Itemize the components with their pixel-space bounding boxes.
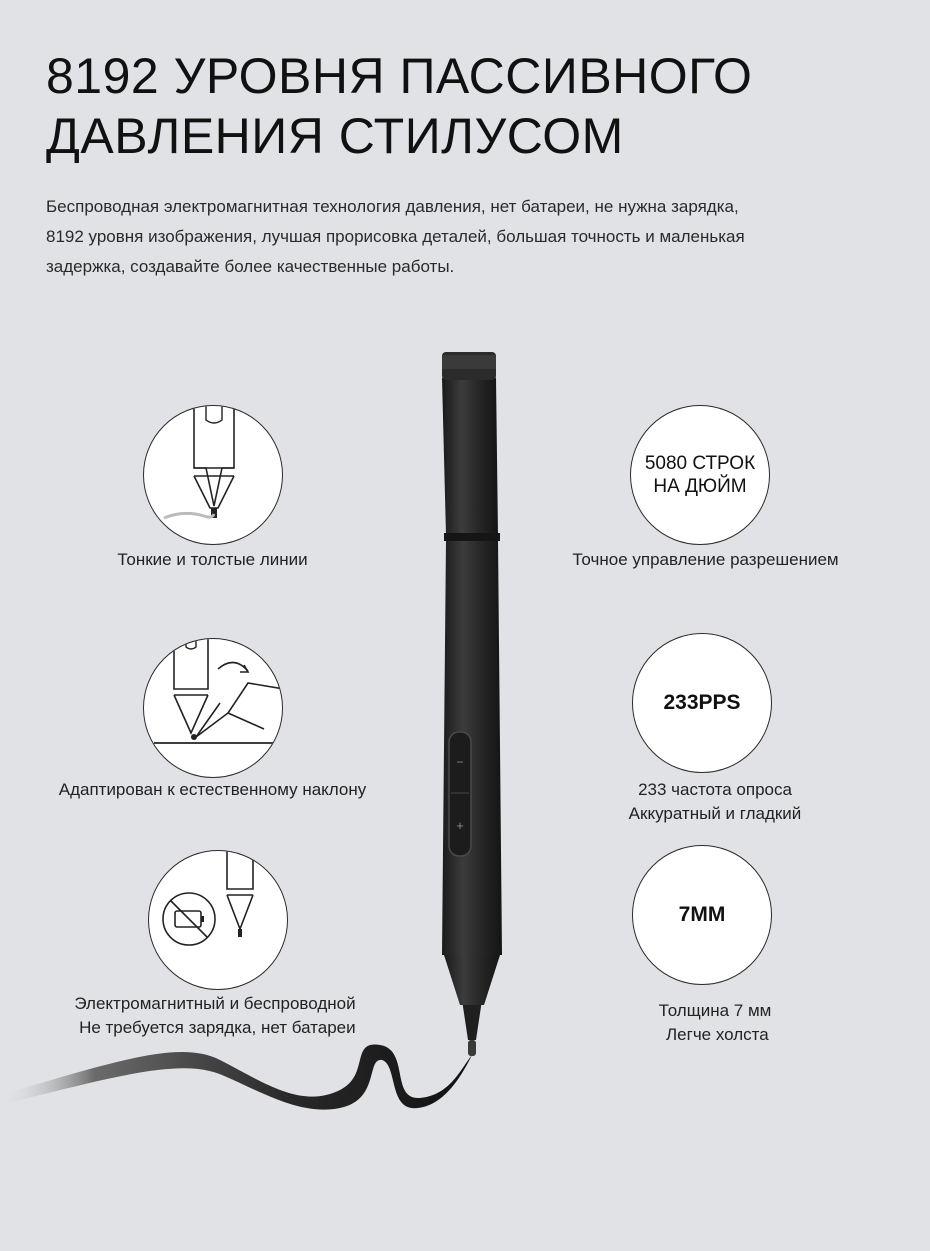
pen-button-plus-label: + [456, 818, 464, 833]
badge-line: 233PPS [663, 691, 741, 714]
thickness-badge-circle [632, 845, 772, 985]
caption-line: Аккуратный и гладкий [628, 804, 802, 823]
ink-ribbon [0, 1045, 472, 1110]
no-battery-icon [149, 851, 288, 990]
report-rate-caption [570, 778, 860, 826]
caption-line: Тонкие и толстые линии [117, 550, 308, 569]
product-description [46, 192, 896, 282]
caption-line: Электромагнитный и беспроводной [74, 994, 356, 1013]
wireless-circle [148, 850, 288, 990]
natural-tilt-circle [143, 638, 283, 778]
report-rate-badge-text [633, 691, 771, 715]
resolution-caption [548, 548, 863, 572]
wireless-caption [40, 992, 390, 1040]
description-line-1: Беспроводная электромагнитная технология давления, нет батареи, не нужна зарядка, [46, 197, 739, 216]
pen-button-minus-label: − [456, 755, 464, 769]
description-line-3: задержка, создавайте более качественные работы. [46, 257, 455, 276]
page-title-line-1: 8192 УРОВНЯ ПАССИВНОГО [46, 48, 753, 104]
caption-line: Легче холста [661, 1025, 769, 1044]
caption-line: Толщина 7 мм [658, 1001, 772, 1020]
thickness-badge-text [633, 903, 771, 927]
fine-thick-lines-caption [60, 548, 365, 572]
caption-line: Точное управление разрешением [572, 550, 839, 569]
pen-side-button [449, 732, 471, 856]
badge-line: 5080 СТРОК [644, 453, 756, 474]
caption-line: Не требуется зарядка, нет батареи [74, 1018, 356, 1037]
page-title-line-2: ДАВЛЕНИЯ СТИЛУСОМ [46, 108, 624, 164]
badge-line: НА ДЮЙМ [653, 476, 747, 497]
caption-line: 233 частота опроса [638, 780, 792, 799]
natural-tilt-caption [30, 778, 395, 802]
page-title [46, 46, 886, 166]
fine-thick-lines-circle [143, 405, 283, 545]
description-line-2: 8192 уровня изображения, лучшая прорисовка деталей, большая точность и маленькая [46, 227, 745, 246]
report-rate-badge-circle [632, 633, 772, 773]
pen-tilt-icon [144, 639, 283, 778]
thickness-caption [610, 999, 820, 1047]
pen-nib [462, 1000, 482, 1040]
resolution-badge-text [631, 452, 769, 498]
pen-tip-lines-icon [144, 406, 283, 545]
caption-line: Адаптирован к естественному наклону [58, 780, 367, 799]
resolution-badge-circle [630, 405, 770, 545]
badge-line: 7MM [678, 903, 726, 926]
